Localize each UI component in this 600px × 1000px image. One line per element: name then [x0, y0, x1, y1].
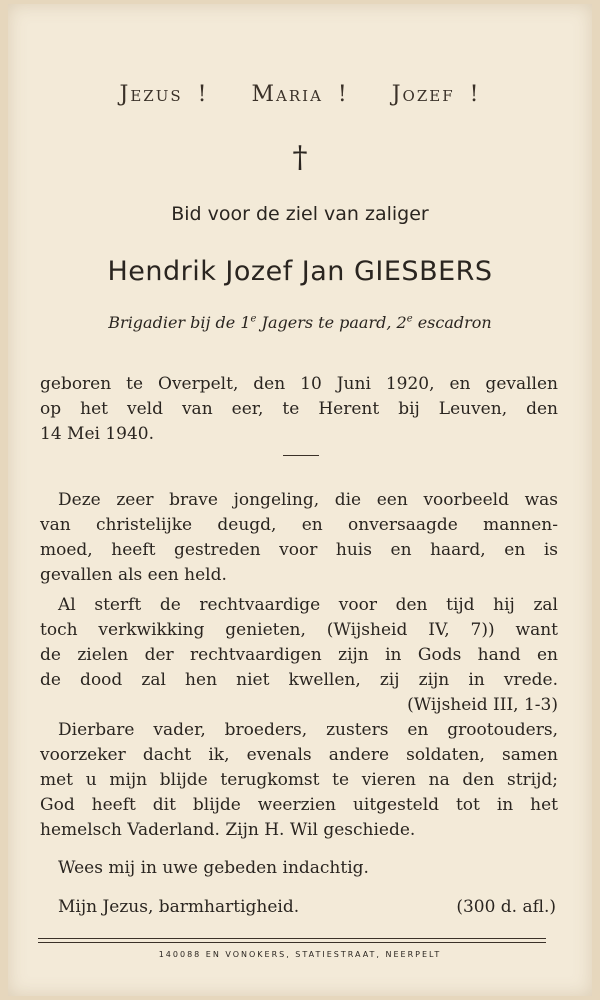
printer-imprint: 140088 EN VONOKERS, STATIESTRAAT, NEERPELT: [158, 950, 442, 959]
paragraph-line: toch verkwikking genieten, (Wijsheid IV, 7)) want: [40, 620, 558, 640]
paragraph-line: gevallen als een held.: [40, 565, 227, 585]
footer-rule: [38, 938, 546, 939]
paragraph-line: met u mijn blijde terugkomst te vieren na den strijd;: [40, 770, 558, 790]
scripture-reference: (Wijsheid III, 1-3): [407, 695, 558, 715]
rank-sup2: e: [406, 313, 413, 325]
invocation: [0, 82, 600, 107]
invocation-maria: Maria !: [251, 82, 349, 107]
born-line: geboren te Overpelt, den 10 Juni 1920, en gevallen: [40, 374, 558, 394]
paragraph-line: Al sterft de rechtvaardige voor den tijd hij zal: [58, 595, 558, 615]
paragraph-line: van christelijke deugd, en onversaagde mannen-: [40, 515, 558, 535]
cross-icon: †: [292, 140, 308, 175]
remembrance-request: Wees mij in uwe gebeden indachtig.: [58, 858, 369, 878]
invocation-jozef: Jozef !: [391, 82, 481, 107]
paragraph-line: God heeft dit blijde weerzien uitgesteld tot in het: [40, 795, 558, 815]
paragraph-tribute: [40, 488, 558, 588]
birth-death-text: [40, 372, 558, 447]
prayer-request: Bid voor de ziel van zaliger: [171, 203, 429, 225]
rank-part3: escadron: [412, 313, 492, 332]
paragraph-line: Deze zeer brave jongeling, die een voorbeeld was: [58, 490, 558, 510]
born-line: op het veld van eer, te Herent bij Leuven, den: [40, 399, 558, 419]
rank-sup1: e: [250, 313, 257, 325]
born-line: 14 Mei 1940.: [40, 424, 155, 444]
indulgence-note: (300 d. afl.): [456, 897, 556, 917]
closing-line: [58, 897, 556, 917]
paragraph-line: voorzeker dacht ik, evenals andere soldaten, samen: [40, 745, 558, 765]
rank-part2: Jagers te paard, 2: [256, 313, 407, 332]
paragraph-line: de zielen der rechtvaardigen zijn in Gods hand en: [40, 645, 558, 665]
paragraph-line: hemelsch Vaderland. Zijn H. Wil geschiede.: [40, 820, 416, 840]
paragraph-line: Dierbare vader, broeders, zusters en grootouders,: [58, 720, 558, 740]
closing-prayer: Mijn Jezus, barmhartigheid.: [58, 897, 300, 917]
invocation-jezus: Jezus !: [119, 82, 209, 107]
deceased-name: Hendrik Jozef Jan GIESBERS: [107, 256, 493, 287]
paragraph-scripture: [40, 593, 558, 718]
separator-line: [283, 455, 319, 456]
military-rank: [0, 313, 600, 332]
paragraph-line: moed, heeft gestreden voor huis en haard, en is: [40, 540, 558, 560]
rank-part1: Brigadier bij de 1: [108, 313, 251, 332]
paragraph-farewell: [40, 718, 558, 843]
footer-rule: [38, 942, 546, 943]
paragraph-line: de dood zal hen niet kwellen, zij zijn in vrede.: [40, 670, 558, 690]
